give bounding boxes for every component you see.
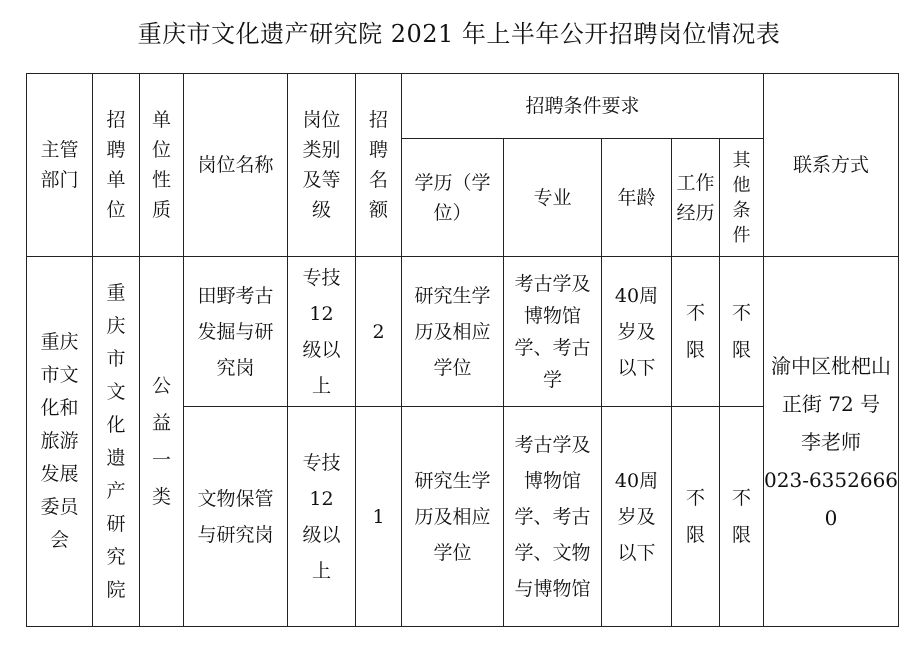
quota-cell: 1 bbox=[356, 407, 402, 627]
header-nature: 单位性质 bbox=[140, 74, 184, 257]
contact-address: 渝中区枇杷山正街 72 号 bbox=[771, 353, 892, 416]
category-cell: 专技12级以上 bbox=[288, 407, 356, 627]
header-education: 学历（学位） bbox=[402, 139, 504, 257]
age-cell: 40周岁及以下 bbox=[602, 257, 672, 407]
header-row-1 bbox=[27, 74, 899, 139]
header-quota: 招聘名额 bbox=[356, 74, 402, 257]
header-other: 其他条件 bbox=[720, 139, 764, 257]
education-cell: 研究生学历及相应学位 bbox=[402, 257, 504, 407]
header-contact: 联系方式 bbox=[764, 74, 899, 257]
contact-person: 李老师 bbox=[801, 429, 862, 454]
header-unit: 招聘单位 bbox=[93, 74, 140, 257]
other-cell: 不限 bbox=[720, 407, 764, 627]
header-position: 岗位名称 bbox=[184, 74, 288, 257]
experience-cell: 不限 bbox=[672, 407, 720, 627]
contact-phone: 023-63526660 bbox=[764, 467, 899, 530]
position-cell: 文物保管与研究岗 bbox=[184, 407, 288, 627]
age-cell: 40周岁及以下 bbox=[602, 407, 672, 627]
table-row bbox=[27, 257, 899, 407]
header-major: 专业 bbox=[504, 139, 602, 257]
header-experience: 工作经历 bbox=[672, 139, 720, 257]
education-cell: 研究生学历及相应学位 bbox=[402, 407, 504, 627]
major-cell: 考古学及博物馆学、考古学、文物与博物馆 bbox=[504, 407, 602, 627]
contact-cell bbox=[764, 257, 899, 627]
major-cell: 考古学及博物馆学、考古学 bbox=[504, 257, 602, 407]
nature-cell: 公益一类 bbox=[140, 257, 184, 627]
dept-cell: 重庆市文化和旅游发展委员会 bbox=[27, 257, 93, 627]
header-requirements: 招聘条件要求 bbox=[402, 74, 764, 139]
category-cell: 专技12级以上 bbox=[288, 257, 356, 407]
page-title: 重庆市文化遗产研究院 2021 年上半年公开招聘岗位情况表 bbox=[137, 20, 781, 48]
position-cell: 田野考古发掘与研究岗 bbox=[184, 257, 288, 407]
other-cell: 不限 bbox=[720, 257, 764, 407]
recruitment-table bbox=[26, 73, 899, 627]
header-dept: 主管部门 bbox=[27, 74, 93, 257]
quota-cell: 2 bbox=[356, 257, 402, 407]
experience-cell: 不限 bbox=[672, 257, 720, 407]
header-age: 年龄 bbox=[602, 139, 672, 257]
unit-cell: 重庆市文化遗产研究院 bbox=[93, 257, 140, 627]
header-category: 岗位类别及等级 bbox=[288, 74, 356, 257]
